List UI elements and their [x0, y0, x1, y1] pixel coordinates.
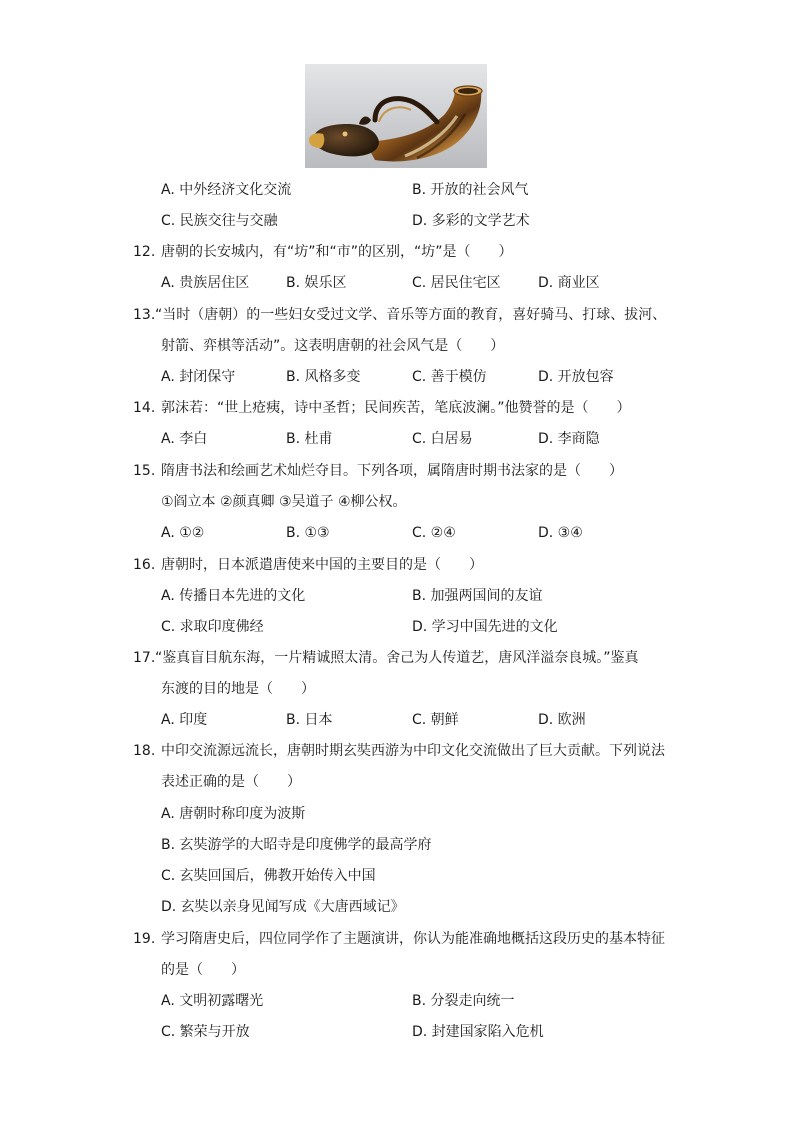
q19-option-a: A. 文明初露曙光: [161, 993, 264, 1009]
q15-option-b: B. ①③: [286, 525, 330, 541]
q15-option-d: D. ③④: [538, 525, 583, 541]
q18-stem-line1: 中印交流源远流长，唐朝时期玄奘西游为中印文化交流做出了巨大贡献。下列说法: [161, 743, 665, 759]
q15-items: ①阎立本 ②颜真卿 ③吴道子 ④柳公权。: [161, 494, 407, 510]
q12-option-a: A. 贵族居住区: [161, 275, 250, 291]
q12-stem: 唐朝的长安城内，有“坊”和“市”的区别，“坊”是（ ）: [161, 244, 513, 260]
q11-option-b: B. 开放的社会风气: [412, 182, 529, 198]
q17-option-b: B. 日本: [286, 712, 333, 728]
q14-stem: 郭沫若：“世上疮痍，诗中圣哲；民间疾苦，笔底波澜。”他赞誉的是（ ）: [161, 400, 631, 416]
q14-option-b: B. 杜甫: [286, 431, 333, 447]
q13-number: 13.: [133, 307, 156, 323]
q13-option-c: C. 善于模仿: [412, 369, 487, 385]
q18-number: 18.: [133, 743, 156, 759]
q11-option-d: D. 多彩的文学艺术: [412, 213, 530, 229]
q14-option-d: D. 李商隐: [538, 431, 600, 447]
q16-option-c: C. 求取印度佛经: [161, 619, 264, 635]
q17-number: 17.: [133, 650, 156, 666]
q16-option-d: D. 学习中国先进的文化: [412, 619, 558, 635]
q16-number: 16.: [133, 557, 156, 573]
q12-option-b: B. 娱乐区: [286, 275, 347, 291]
q13-option-a: A. 封闭保守: [161, 369, 236, 385]
q13-option-b: B. 风格多变: [286, 369, 361, 385]
q14-number: 14.: [133, 400, 156, 416]
q16-option-a: A. 传播日本先进的文化: [161, 588, 306, 604]
q13-stem-line2: 射箭、弈棋等活动”。这表明唐朝的社会风气是（ ）: [161, 338, 505, 354]
q12-number: 12.: [133, 244, 156, 260]
q16-stem: 唐朝时，日本派遣唐使来中国的主要目的是（ ）: [161, 557, 483, 573]
horn-cup-image: [305, 64, 487, 168]
q13-stem-line1: “当时（唐朝）的一些妇女受过文学、音乐等方面的教育，喜好骑马、打球、拔河、: [155, 307, 667, 323]
q12-option-c: C. 居民住宅区: [412, 275, 501, 291]
q12-option-d: D. 商业区: [538, 275, 600, 291]
q18-option-d: D. 玄奘以亲身见闻写成《大唐西域记》: [161, 899, 405, 915]
q18-option-a: A. 唐朝时称印度为波斯: [161, 806, 306, 822]
q11-option-a: A. 中外经济文化交流: [161, 182, 292, 198]
q15-option-c: C. ②④: [412, 525, 456, 541]
q19-number: 19.: [133, 931, 156, 947]
q19-option-d: D. 封建国家陷入危机: [412, 1024, 544, 1040]
q15-stem: 隋唐书法和绘画艺术灿烂夺目。下列各项，属隋唐时期书法家的是（ ）: [161, 463, 623, 479]
q17-option-d: D. 欧洲: [538, 712, 586, 728]
q15-number: 15.: [133, 463, 156, 479]
q13-option-d: D. 开放包容: [538, 369, 614, 385]
q11-option-c: C. 民族交往与交融: [161, 213, 278, 229]
q16-option-b: B. 加强两国间的友谊: [412, 588, 543, 604]
q19-stem-line2: 的是（ ）: [161, 962, 245, 978]
q18-option-b: B. 玄奘游学的大昭寺是印度佛学的最高学府: [161, 837, 432, 853]
q15-option-a: A. ①②: [161, 525, 205, 541]
q18-option-c: C. 玄奘回国后，佛教开始传入中国: [161, 868, 376, 884]
q17-stem-line1: “鉴真盲目航东海，一片精诚照太清。舍己为人传道艺，唐风洋溢奈良城。”鉴真: [155, 650, 639, 666]
q17-stem-line2: 东渡的目的地是（ ）: [161, 681, 315, 697]
q19-option-c: C. 繁荣与开放: [161, 1024, 250, 1040]
q19-stem-line1: 学习隋唐史后，四位同学作了主题演讲，你认为能准确地概括这段历史的基本特征: [161, 931, 665, 947]
horn-cup-illustration: [305, 64, 487, 168]
q14-option-c: C. 白居易: [412, 431, 473, 447]
q18-stem-line2: 表述正确的是（ ）: [161, 774, 301, 790]
q17-option-a: A. 印度: [161, 712, 208, 728]
q17-option-c: C. 朝鲜: [412, 712, 459, 728]
q14-option-a: A. 李白: [161, 431, 208, 447]
q19-option-b: B. 分裂走向统一: [412, 993, 515, 1009]
